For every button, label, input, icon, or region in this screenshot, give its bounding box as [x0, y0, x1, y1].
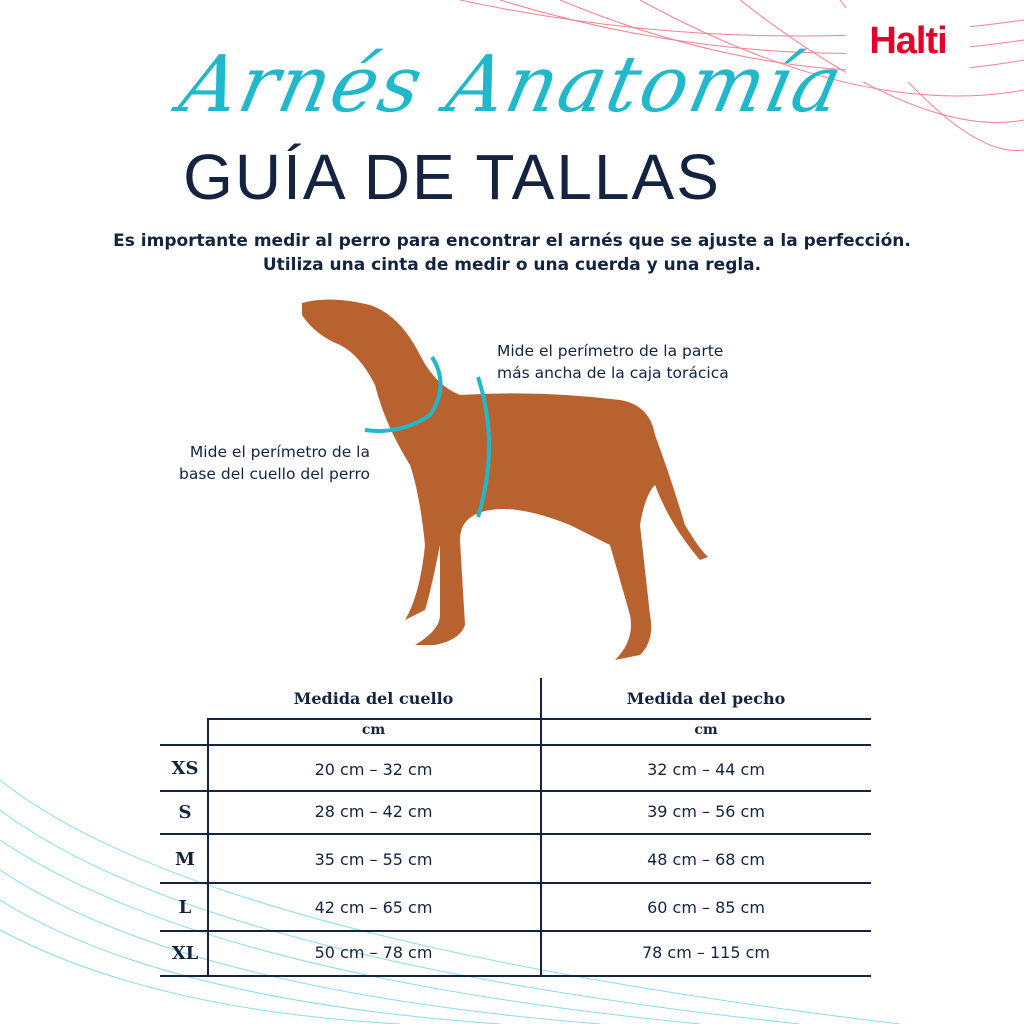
table-divider [160, 744, 871, 746]
table-divider [160, 882, 871, 884]
chest-range: 48 cm – 68 cm [647, 850, 765, 869]
neck-measure-note [150, 441, 370, 485]
chest-range: 78 cm – 115 cm [641, 943, 770, 962]
chest-range: 32 cm – 44 cm [647, 760, 765, 779]
table-divider [160, 790, 871, 792]
neck-note-line-1: Mide el perímetro de la [189, 443, 370, 461]
table-divider [160, 833, 871, 835]
chest-note-line-2: más ancha de la caja torácica [497, 364, 729, 382]
size-label: M [175, 849, 195, 870]
table-divider [207, 718, 871, 720]
decorative-teal-waves [0, 760, 1024, 1024]
chest-measure-note [497, 340, 729, 384]
neck-range: 28 cm – 42 cm [314, 802, 433, 821]
table-divider [160, 930, 871, 932]
intro-line-1: Es importante medir al perro para encontrar el arnés que se ajuste a la perfección. [113, 231, 911, 251]
table-divider [160, 975, 871, 977]
size-label: S [178, 802, 192, 823]
chest-note-line-1: Mide el perímetro de la parte [497, 342, 724, 360]
chest-range: 39 cm – 56 cm [647, 802, 765, 821]
neck-range: 42 cm – 65 cm [314, 898, 433, 917]
neck-range: 35 cm – 55 cm [314, 850, 433, 869]
page-title: GUÍA DE TALLAS [183, 141, 721, 213]
neck-note-line-2: base del cuello del perro [179, 465, 370, 483]
chest-range: 60 cm – 85 cm [647, 898, 765, 917]
script-title: Arnés Anatomía [172, 40, 852, 130]
neck-range: 50 cm – 78 cm [314, 943, 433, 962]
size-label: XL [171, 943, 199, 964]
unit-chest: cm [694, 722, 718, 738]
column-header-neck: Medida del cuello [293, 689, 454, 708]
neck-range: 20 cm – 32 cm [314, 760, 433, 779]
intro-line-2: Utiliza una cinta de medir o una cuerda y una regla. [262, 255, 762, 275]
size-label: XS [171, 758, 199, 779]
column-header-chest: Medida del pecho [626, 689, 786, 708]
halti-logo: Halti [846, 0, 970, 82]
size-label: L [178, 897, 192, 918]
unit-neck: cm [361, 722, 386, 738]
